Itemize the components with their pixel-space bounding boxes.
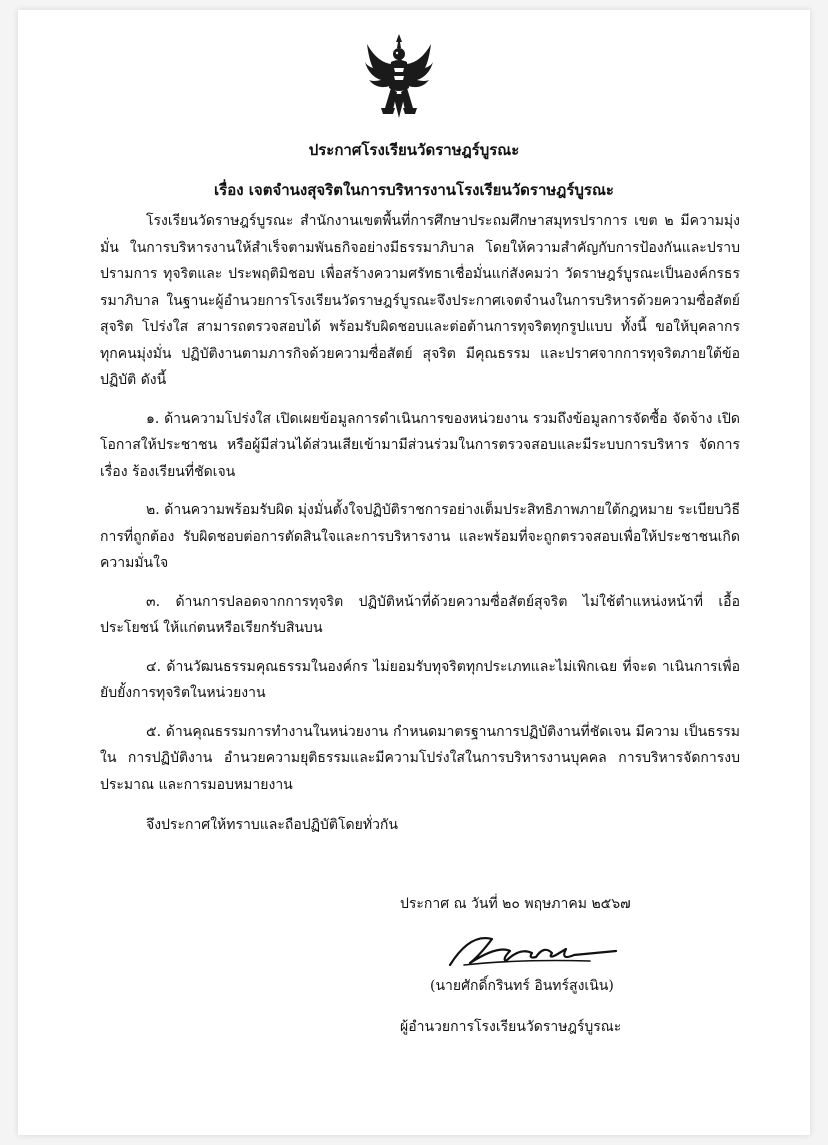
item-transparency: ๑. ด้านความโปร่งใส เปิดเผยข้อมูลการดำเนินการของหน่วยงาน รวมถึงข้อมูลการจัดซื้อ จัดจ้าง เปิดโอกาสให้ประชาชน หรือผู้มีส่วนได้ส่วนเสียเข้ามามีส่วนร่วมในการตรวจสอบและมีระบบการบริหาร จัดการเรื่อง ร้องเรียนที่ชัดเจน [100,410,740,480]
announcement-title: ประกาศโรงเรียนวัดราษฎร์บูรณะ [308,141,520,159]
handwritten-signature [440,925,620,975]
item-corruption-free: ๓. ด้านการปลอดจากการทุจริต ปฏิบัติหน้าที่ด้วยความซื่อสัตย์สุจริต ไม่ใช้ตำแหน่งหน้าที่ เอื้อประโยชน์ ให้แก่ตนหรือเรียกรับสินบน [100,593,740,636]
announcement-subject: เรื่อง เจตจำนงสุจริตในการบริหารงานโรงเรียนวัดราษฎร์บูรณะ [214,181,614,199]
item-work-integrity: ๕. ด้านคุณธรรมการทำงานในหน่วยงาน กำหนดมาตรฐานการปฏิบัติงานที่ชัดเจน มีความ เป็นธรรมใน การปฏิบัติงาน อำนวยความยุติธรรมและมีความโปร่งใสในการบริหารงานบุคคล การบริหารจัดการงบประมาณ และการมอบหมายงาน [100,723,740,793]
item-integrity-culture: ๔. ด้านวัฒนธรรมคุณธรรมในองค์กร ไม่ยอมรับทุจริตทุกประเภทและไม่เพิกเฉย ที่จะด าเนินการเพื่อ ยับยั้งการทุจริตในหน่วยงาน [100,658,740,701]
intro-paragraph: โรงเรียนวัดราษฎร์บูรณะ สำนักงานเขตพื้นที่การศึกษาประถมศึกษาสมุทรปราการ เขต ๒ มีความมุ่งมั่น ในการบริหารงานให้สำเร็จตามพันธกิจอย่างมีธรรมาภิบาล โดยให้ความสำคัญกับการป้องกันและปราบปรามการ ทุจริตและ ประพฤติมิชอบ เพื่อสร้างความศรัทธาเชื่อมั่นแก่สังคมว่า วัดราษฎร์บูรณะเป็นองค์กรธรรมาภิบาล ในฐานะผู้อำนวยการโรงเรียนวัดราษฎร์บูรณะจึงประกาศเจตจำนงในการบริหารด้วยความซื่อสัตย์ สุจริต โปร่งใส สามารถตรวจสอบได้ พร้อมรับผิดชอบและต่อต้านการทุจริตทุกรูปแบบ ทั้งนี้ ขอให้บุคลากร ทุกคนมุ่งมั่น ปฏิบัติงานตามภารกิจด้วยความซื่อสัตย์ สุจริต มีคุณธรรม และปราศจากการทุจริตภายใต้ข้อปฏิบัติ ดังนี้ [100,213,740,388]
signer-name: (นายศักดิ์กรินทร์ อินทร์สูงเนิน) [430,978,614,994]
garuda-emblem-icon [363,32,435,124]
signer-position: ผู้อำนวยการโรงเรียนวัดราษฎร์บูรณะ [400,1019,622,1035]
closing-statement: จึงประกาศให้ทราบและถือปฏิบัติโดยทั่วกัน [146,817,398,833]
announcement-body [100,208,740,839]
announcement-date: ประกาศ ณ วันที่ ๒๐ พฤษภาคม ๒๕๖๗ [400,896,631,912]
item-accountability: ๒. ด้านความพร้อมรับผิด มุ่งมั่นตั้งใจปฏิบัติราชการอย่างเต็มประสิทธิภาพภายใต้กฎหมาย ระเบียบวิธีการที่ถูกต้อง รับผิดชอบต่อการตัดสินใจและการบริหารงาน และพร้อมที่จะถูกตรวจสอบเพื่อให้ประชาชนเกิดความมั่นใจ [100,502,740,571]
